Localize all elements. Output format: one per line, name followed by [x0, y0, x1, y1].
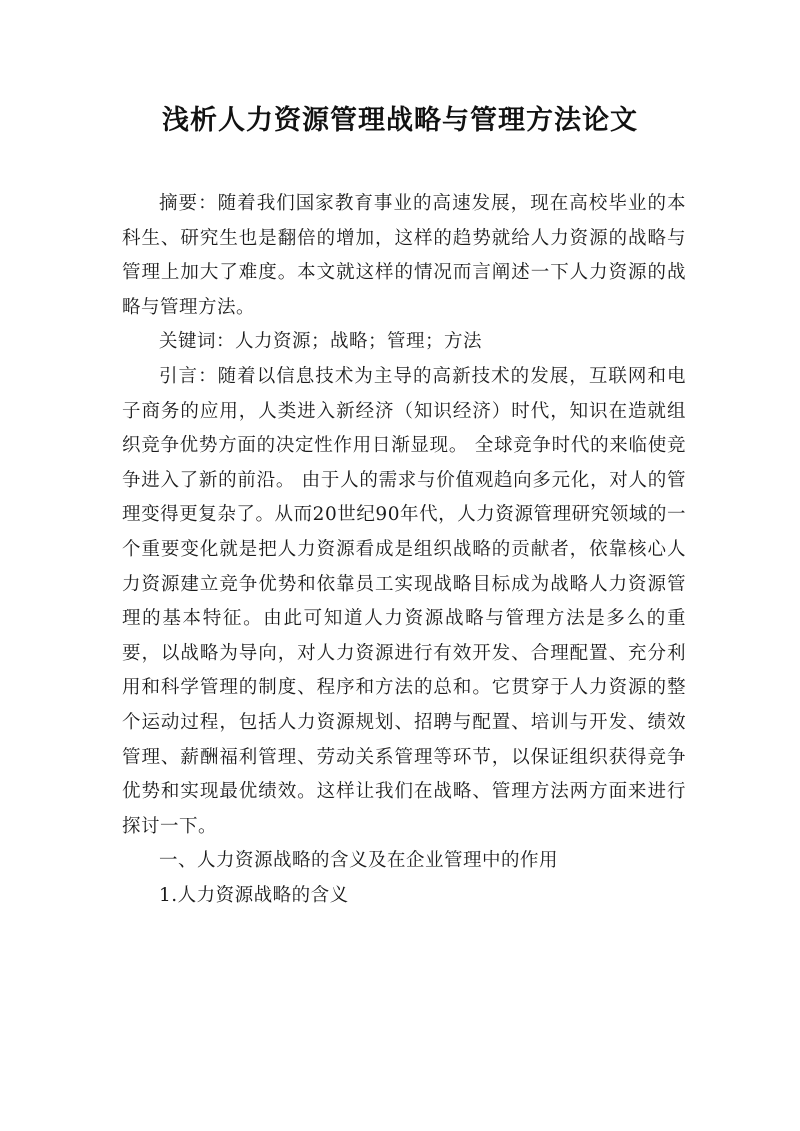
document-body	[122, 187, 686, 913]
abstract-paragraph: 摘要：随着我们国家教育事业的高速发展，现在高校毕业的本科生、研究生也是翻倍的增加，这样的趋势就给人力资源的战略与管理上加大了难度。本文就这样的情况而言阐述一下人力资源的战略与管理方法。	[122, 193, 686, 318]
subsection-heading-1-1: 1.人力资源战略的含义	[159, 884, 349, 906]
introduction-paragraph: 引言：随着以信息技术为主导的高新技术的发展，互联网和电子商务的应用，人类进入新经济（知识经济）时代，知识在造就组织竞争优势方面的决定性作用日渐显现。 全球竞争时代的来临使竞争进入了新的前沿。 由于人的需求与价值观趋向多元化，对人的管理变得更复杂了。从而20世纪90年代，人力资源管理研究领域的一个重要变化就是把人力资源看成是组织战略的贡献者，依靠核心人力资源建立竞争优势和依靠员工实现战略目标成为战略人力资源管理的基本特征。由此可知道人力资源战略与管理方法是多么的重要，以战略为导向，对人力资源进行有效开发、合理配置、充分利用和科学管理的制度、程序和方法的总和。它贯穿于人力资源的整个运动过程，包括人力资源规划、招聘与配置、培训与开发、绩效管理、薪酬福利管理、劳动关系管理等环节，以保证组织获得竞争优势和实现最优绩效。这样让我们在战略、管理方法两方面来进行探讨一下。	[122, 365, 686, 837]
section-heading-1: 一、人力资源战略的含义及在企业管理中的作用	[159, 850, 559, 872]
document-title: 浅析人力资源管理战略与管理方法论文	[162, 105, 638, 136]
keywords-paragraph: 关键词：人力资源；战略；管理；方法	[159, 331, 483, 353]
